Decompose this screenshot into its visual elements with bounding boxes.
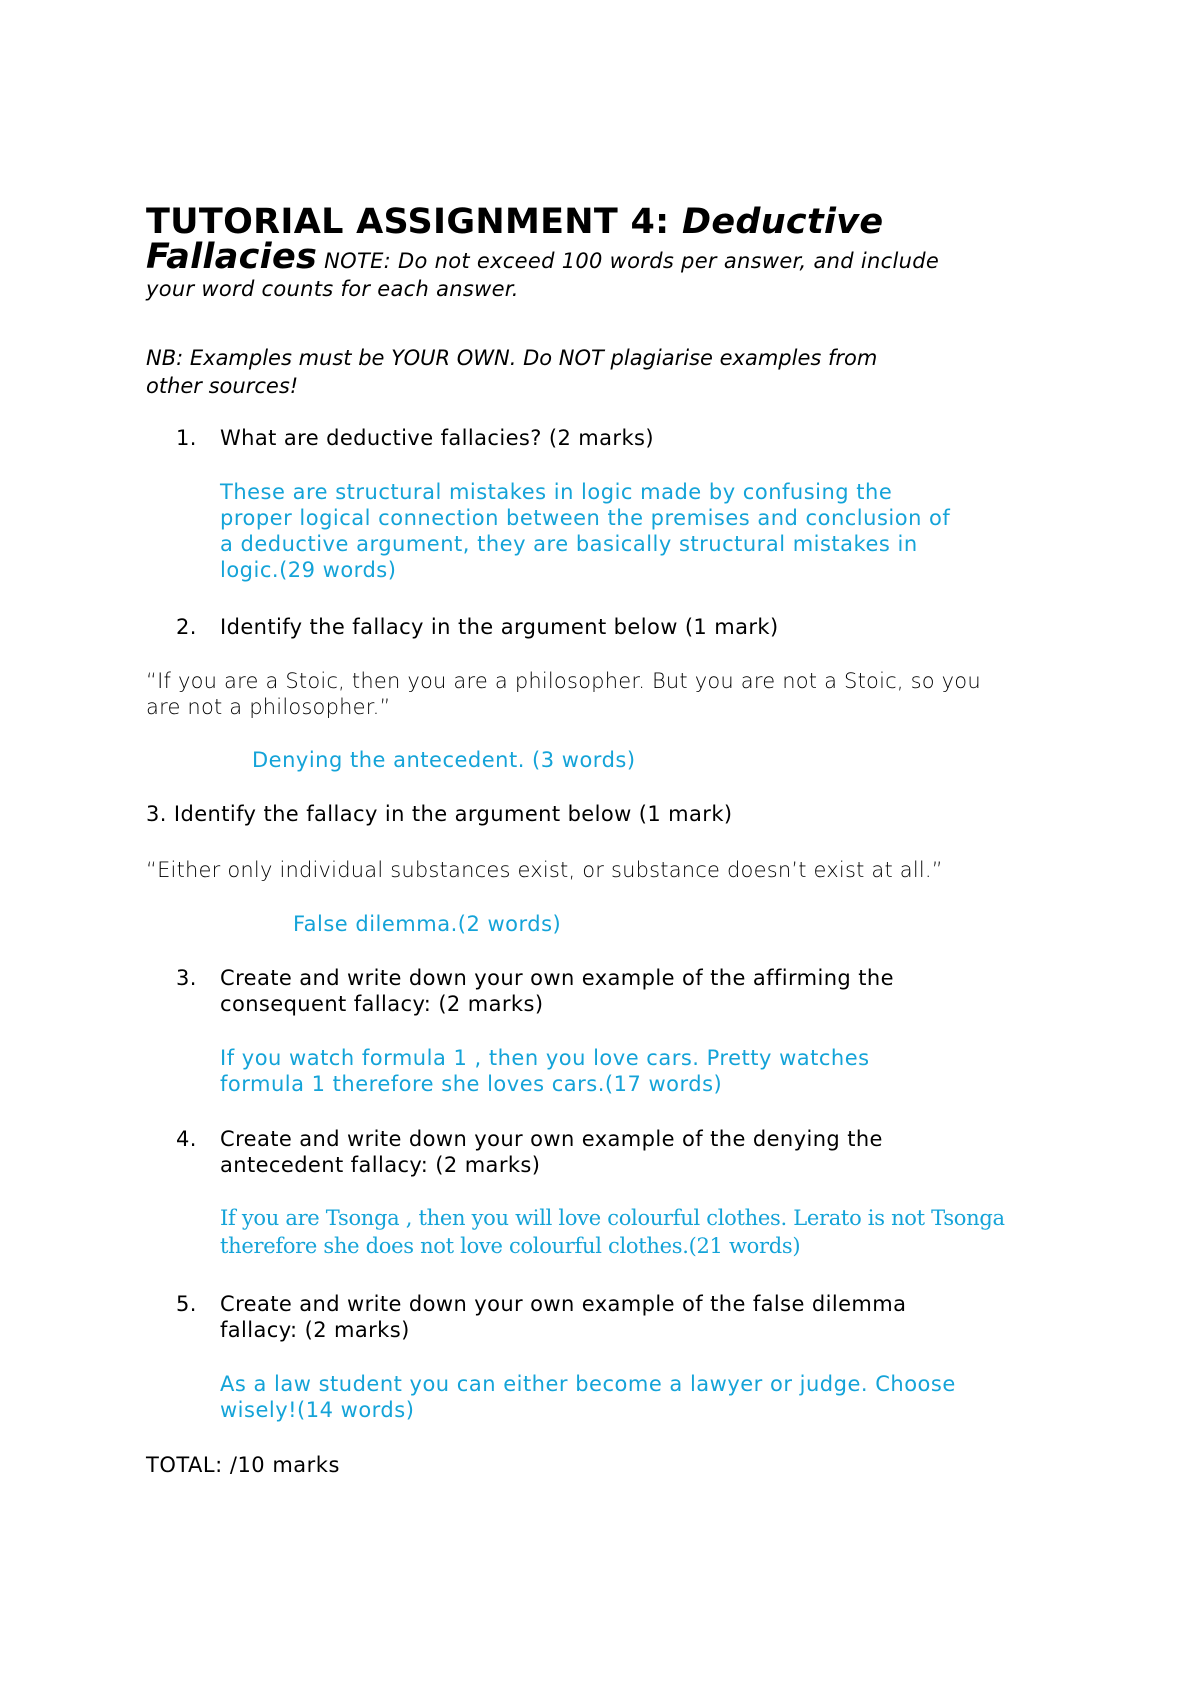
question-text: Create and write down your own example of the affirming the [220,966,894,990]
answer-line: Denying the antecedent. (3 words) [252,748,636,772]
title-main: TUTORIAL ASSIGNMENT 4: [146,202,682,242]
question-text: Identify the fallacy in the argument below (1 mark) [220,615,779,639]
quote-3 [146,857,1086,883]
question-number: 3. [176,966,197,990]
question-4 [146,1126,1086,1178]
answer-line: logic.(29 words) [220,558,397,582]
title-italic-a: Deductive [681,202,884,242]
question-3-affirming [146,965,1086,1017]
question-number: 4. [176,1127,197,1151]
question-text: Create and write down your own example of the false dilemma [220,1292,907,1316]
answer-line: therefore she does not love colourful clothes.(21 words) [220,1234,801,1258]
page-title [146,200,1086,303]
answer-3-affirming [220,1045,1100,1097]
title-italic-b: Fallacies [146,237,318,277]
question-text: fallacy: (2 marks) [220,1318,410,1342]
question-number: 5. [176,1292,197,1316]
answer-4 [220,1204,1100,1260]
answer-line: a deductive argument, they are basically structural mistakes in [220,532,918,556]
question-text: consequent fallacy: (2 marks) [220,992,544,1016]
total-marks: TOTAL: /10 marks [146,1453,340,1477]
nb-note [146,344,1086,400]
question-2 [146,614,1086,640]
answer-line: As a law student you can either become a lawyer or judge. Choose [220,1372,956,1396]
question-number: 2. [176,615,197,639]
nb-line-1: NB: Examples must be YOUR OWN. Do NOT plagiarise examples from [146,346,878,370]
answer-line: False dilemma.(2 words) [293,912,562,936]
question-5 [146,1291,1086,1343]
question-text: 3. Identify the fallacy in the argument below (1 mark) [146,802,733,826]
answer-line: If you are Tsonga , then you will love colourful clothes. Lerato is not Tsonga [220,1206,1005,1230]
answer-line: proper logical connection between the premises and conclusion of [220,506,951,530]
question-number: 1. [176,426,197,450]
answer-5 [220,1371,1100,1423]
question-text: antecedent fallacy: (2 marks) [220,1153,541,1177]
answer-1 [220,479,1100,583]
question-text: Create and write down your own example of the denying the [220,1127,883,1151]
title-note-b: your word counts for each answer. [146,277,519,301]
answer-2 [252,747,1092,773]
title-note-a: NOTE: Do not exceed 100 words per answer, and include [317,249,940,273]
quote-line: “Either only individual substances exist, or substance doesn’t exist at all.” [146,858,943,882]
quote-line: are not a philosopher.” [146,695,391,719]
answer-line: These are structural mistakes in logic made by confusing the [220,480,893,504]
answer-line: wisely!(14 words) [220,1398,415,1422]
answer-line: formula 1 therefore she loves cars.(17 words) [220,1072,723,1096]
quote-2 [146,668,1086,720]
nb-line-2: other sources! [146,374,299,398]
question-text: What are deductive fallacies? (2 marks) [220,426,654,450]
question-1 [146,425,1086,451]
question-3-identify [146,801,1086,827]
quote-line: “If you are a Stoic, then you are a philosopher. But you are not a Stoic, so you [146,669,981,693]
answer-3 [293,911,1093,937]
answer-line: If you watch formula 1 , then you love cars. Pretty watches [220,1046,870,1070]
